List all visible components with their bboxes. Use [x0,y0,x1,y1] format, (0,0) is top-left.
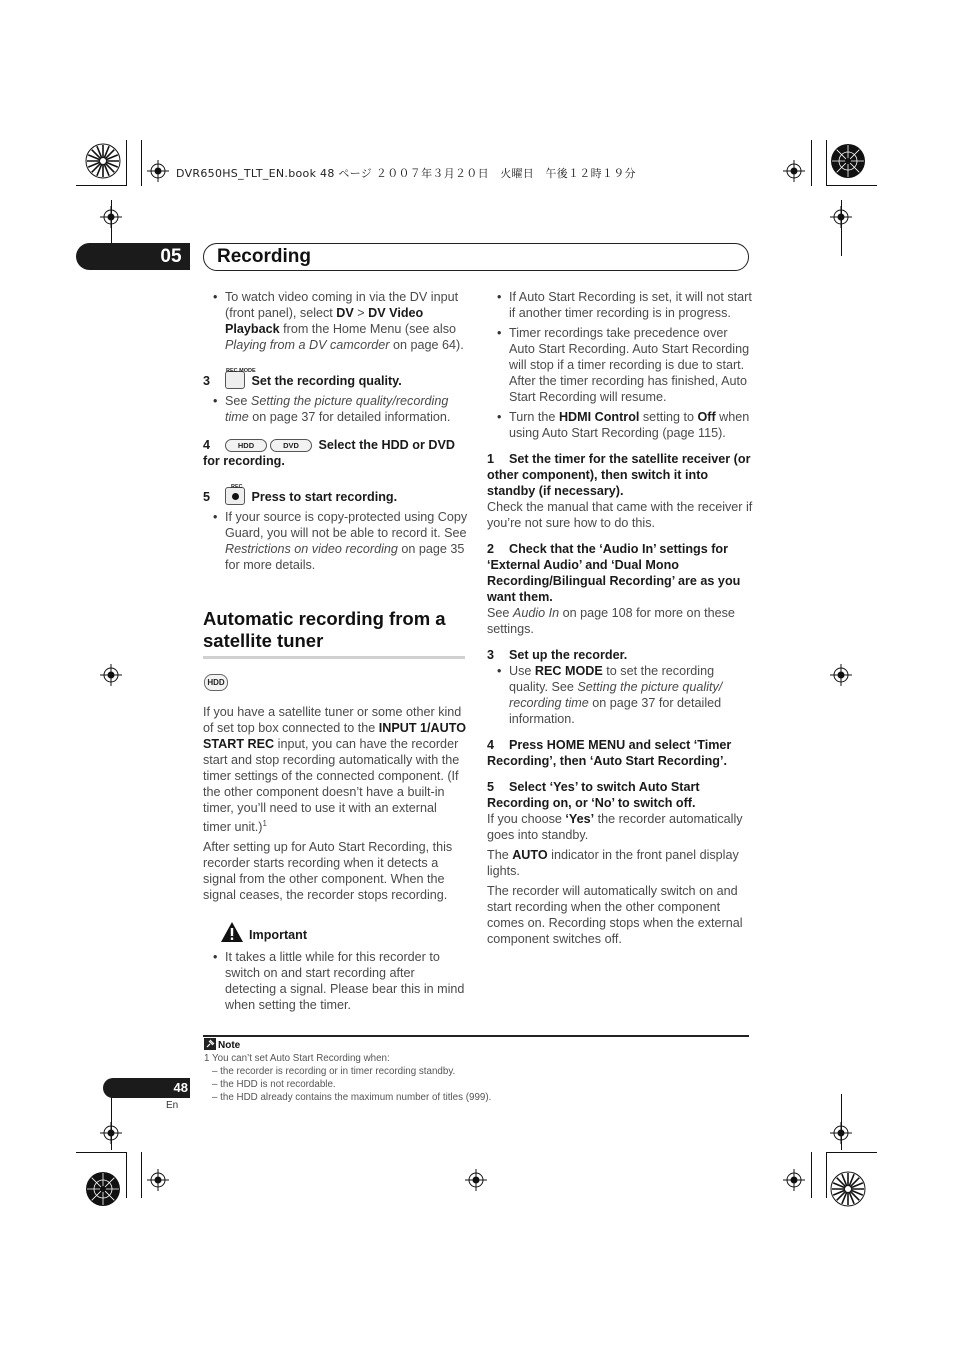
right-column [487,289,753,947]
left-column-bottom [203,704,468,1013]
footnote [204,1038,491,1104]
step-4-heading [487,737,753,769]
text: See [487,606,513,620]
paragraph [203,704,468,835]
step-number: 2 [487,542,495,556]
important-label: Important [249,928,308,943]
step-1-heading [487,451,753,499]
step-text: Set the timer for the satellite receiver (or other component), then switch it into standby (if necessary). [487,452,751,498]
text: The [487,848,513,862]
step-3-bullet [203,393,468,425]
registration-mark-icon [465,1169,487,1191]
star-target-icon [85,1171,121,1207]
registration-mark-icon [783,1169,805,1191]
note-line: – the HDD is not recordable. [212,1079,336,1090]
text-bold: REC MODE [534,664,603,678]
text: on page 108 for more on these settings. [487,606,735,636]
registration-mark-icon [147,160,169,182]
text-bold: HDMI Control [558,410,640,424]
text-bold: INPUT 1/AUTO START REC [203,721,466,751]
text: If you choose [487,812,566,826]
registration-mark-icon [783,160,805,182]
step-number: 5 [203,490,211,504]
text: > [353,306,369,320]
registration-mark-icon [147,1169,169,1191]
bullet: • Timer recordings take precedence over Auto Start Recording. Auto Start Recording will stop if a timer recording is due to start. After the timer recording has finished, Auto Start Recording will resume. [487,325,753,405]
step-number: 3 [203,374,211,388]
step-3-heading [203,368,468,389]
bullet-dv-input [203,289,468,353]
text: on page 35 for more details. [225,542,465,572]
rec-mode-key-icon [225,368,256,389]
step-4-heading [203,437,468,469]
chapter-number: 05 [160,246,182,267]
chapter-title: Recording [217,246,311,267]
text: to set the recording quality. See [509,664,715,694]
star-target-icon [830,143,866,179]
dvd-key-icon: DVD [270,439,312,452]
step-text: Press to start recording. [251,490,398,504]
left-column-top [203,289,468,573]
step-2-heading [487,541,753,605]
step-5-bullet [203,509,468,573]
text: the recorder automatically goes into standby. [487,812,743,842]
text-italic: Restrictions on video recording [225,542,398,556]
note-rule [203,1035,749,1037]
important-bullet: • It takes a little while for this recorder to switch on and start recording after detecting a signal. Please bear this in mind when setting the timer. [203,949,468,1013]
page-number: 48 [173,1080,188,1095]
text-bold: Off [697,410,716,424]
step-3-bullet [487,663,753,727]
step-5-body [487,847,753,879]
registration-mark-icon [100,664,122,686]
registration-mark-icon [830,206,852,228]
star-target-icon [830,1171,866,1207]
step-number: 1 [487,452,495,466]
step-number: 4 [203,438,211,452]
bullet-hdmi-control [487,409,753,441]
text: from the Home Menu (see also [279,322,457,336]
text: See [225,394,251,408]
step-text: Check that the ‘Audio In’ settings for ‘External Audio’ and ‘Dual Mono Recording/Bilingual Recording’ are as you want them. [487,542,741,604]
hdd-key-icon: HDD [225,439,267,452]
footnote-ref[interactable]: 1 [262,819,267,828]
text: on page 37 for detailed information. [248,410,451,424]
key-label: REC [231,484,243,490]
text: setting to [639,410,698,424]
rec-key-icon [225,484,245,505]
section-title: Automatic recording from a satellite tuner [203,608,446,651]
note-line: – the recorder is recording or in timer recording standby. [212,1066,456,1077]
text-bold: AUTO [512,848,548,862]
step-text: Select the HDD or DVD for recording. [203,438,455,468]
text-bold: DV Video Playback [225,306,424,336]
text: To watch video coming in via the DV input (front panel), select [225,290,459,320]
hdd-badge-icon: HDD [204,674,228,691]
text: Use [509,664,535,678]
bullet: • If Auto Start Recording is set, it will not start if another timer recording is in progress. [487,289,753,321]
text-bold: ‘Yes’ [565,812,595,826]
step-5-heading [203,484,468,505]
note-label: Note [218,1040,241,1051]
important-heading [203,927,468,943]
star-target-icon [85,143,121,179]
paragraph: After setting up for Auto Start Recording, this recorder starts recording when it detects a signal from the other component. When the signal ceases, the recorder stops recording. [203,840,453,903]
step-3-heading [487,647,753,663]
step-number: 3 [487,648,495,662]
record-dot-icon [232,493,239,500]
registration-mark-icon [830,1122,852,1144]
key-label: REC MODE [226,368,256,374]
registration-mark-icon [830,664,852,686]
text-italic: Audio In [512,606,560,620]
step-text: Press HOME MENU and select ‘Timer Recording’, then ‘Auto Start Recording’. [487,738,732,768]
text: If you have a satellite tuner or some other kind of set top box connected to the [203,705,462,735]
note-heading [204,1038,491,1052]
print-header: DVR650HS_TLT_EN.book 48 ページ ２００７年３月２０日 火曜日 午後１２時１９分 [176,167,636,180]
text-italic: Setting the picture quality/ recording time [509,680,723,710]
text: input, you can have the recorder start and stop recording automatically with the timer settings of the connected component. (If the other component doesn’t have a built-in timer, you’ll need to use it with an external timer unit.) [203,737,460,835]
step-number: 4 [487,738,495,752]
text: indicator in the front panel display lights. [487,848,739,878]
note-pin-icon [204,1038,216,1050]
step-number: 5 [487,780,495,794]
text: on page 64). [389,338,464,352]
registration-mark-icon [100,1122,122,1144]
page-language: En [166,1100,179,1111]
text: Turn the [509,410,559,424]
warning-icon [220,921,244,943]
step-2-body [487,605,753,637]
note-line: – the HDD already contains the maximum number of titles (999). [212,1092,492,1103]
step-5-body: The recorder will automatically switch on and start recording when the other component comes on. Recording stops when the external component switches off. [487,884,743,946]
text-bold: DV [336,306,354,320]
text-italic: Playing from a DV camcorder [225,338,390,352]
text: when using Auto Start Recording (page 115). [509,410,750,440]
text: on page 37 for detailed information. [509,696,722,726]
step-text: Set up the recorder. [509,648,628,662]
step-text: Set the recording quality. [251,374,402,388]
step-text: Select ‘Yes’ to switch Auto Start Recording on, or ‘No’ to switch off. [487,780,700,810]
registration-mark-icon [100,206,122,228]
text-italic: Setting the picture quality/recording time [225,394,449,424]
note-line: 1 You can’t set Auto Start Recording when: [204,1053,390,1064]
section-rule [203,656,465,659]
step-1-body: Check the manual that came with the receiver if you’re not sure how to do this. [487,500,753,530]
step-5-heading [487,779,753,811]
step-5-body [487,811,753,843]
text: If your source is copy-protected using Copy Guard, you will not be able to record it. See [225,510,468,540]
